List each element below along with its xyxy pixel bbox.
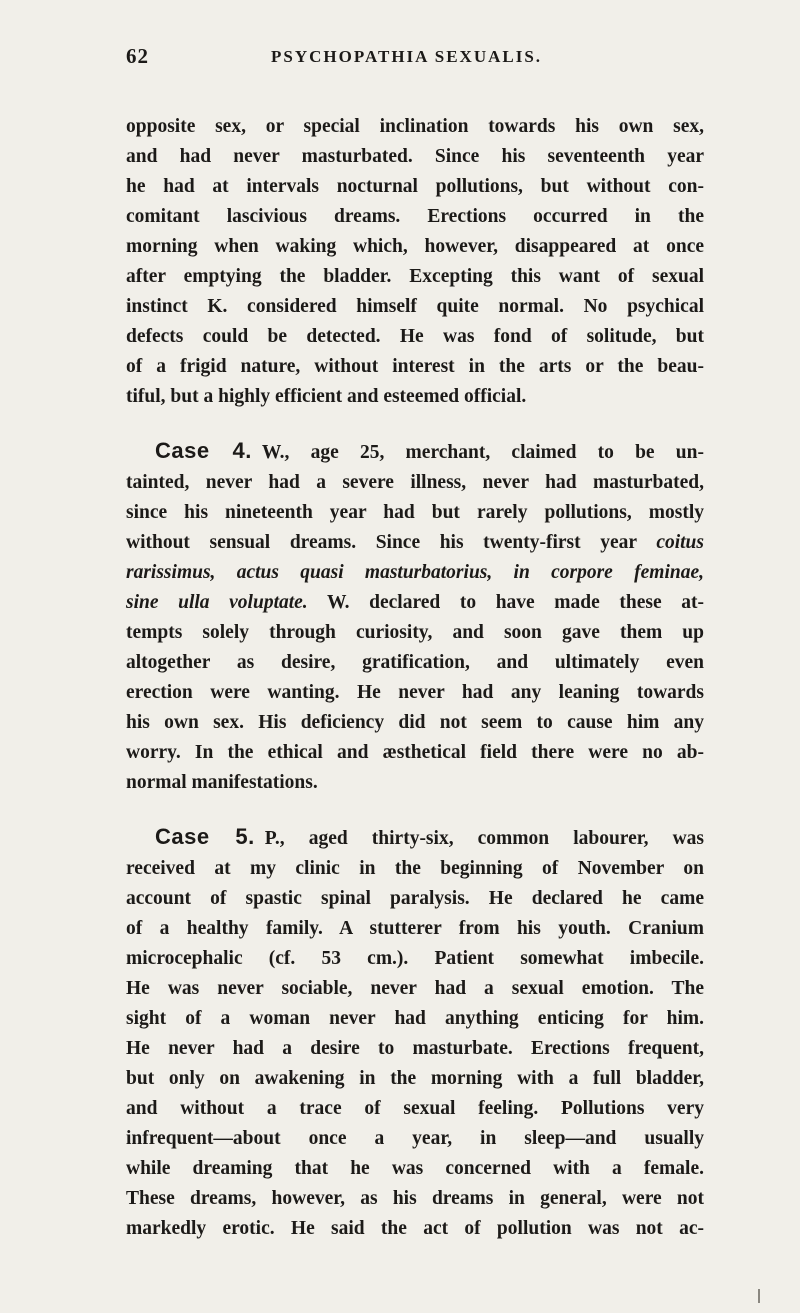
text-line: tiful, but a highly efficient and esteemed official. [126,386,527,407]
text-line [126,558,704,588]
case-5-paragraph [126,822,704,1244]
text-line: since his nineteenth year had but rarely pollutions, mostly [126,502,704,523]
text-line: He never had a desire to masturbate. Erections frequent, [126,1038,704,1059]
text-line [126,588,704,618]
text-line: received at my clinic in the beginning of November on [126,858,704,879]
text-line: altogether as desire, gratification, and ultimately even [126,652,704,673]
text-line: erection were wanting. He never had any leaning towards [126,682,704,703]
page-number: 62 [126,44,149,68]
text-line [126,822,704,854]
body-text [126,112,704,1244]
latin-phrase: rarissimus, actus quasi masturbatorius, in corpore feminae, [126,562,704,583]
text-line: These dreams, however, as his dreams in general, were not [126,1188,704,1209]
text-line: morning when waking which, however, disappeared at once [126,236,704,257]
latin-phrase: sine ulla voluptate. [126,592,308,613]
text-line: after emptying the bladder. Excepting this want of sexual [126,266,704,287]
text-line: comitant lascivious dreams. Erections occurred in the [126,206,704,227]
text-line: his own sex. His deficiency did not seem to cause him any [126,712,704,733]
text-line [126,528,704,558]
latin-phrase: coitus [656,532,704,553]
text-line: He was never sociable, never had a sexual emotion. The [126,978,704,999]
case-5-first-line: P., aged thirty-six, common labourer, was [264,828,704,849]
text-line: and without a trace of sexual feeling. Pollutions very [126,1098,704,1119]
running-header [126,44,706,72]
text-line: he had at intervals nocturnal pollutions, but without con- [126,176,704,197]
text-line [126,436,704,468]
text-line: infrequent—about once a year, in sleep—and usually [126,1128,704,1149]
text-line: defects could be detected. He was fond of solitude, but [126,326,704,347]
text-line: sight of a woman never had anything enticing for him. [126,1008,704,1029]
paragraph-continuation [126,112,704,412]
text-line: instinct K. considered himself quite normal. No psychical [126,296,704,317]
text-line: and had never masturbated. Since his seventeenth year [126,146,704,167]
latin-lead-text: without sensual dreams. Since his twenty-first year [126,532,657,553]
text-line: of a frigid nature, without interest in the arts or the beau- [126,356,704,377]
scan-artifact-mark [758,1289,760,1303]
text-line: normal manifestations. [126,772,318,793]
case-5-heading: Case 5. [155,824,255,849]
text-line: microcephalic (cf. 53 cm.). Patient somewhat imbecile. [126,948,704,969]
running-title: PSYCHOPATHIA SEXUALIS. [271,47,543,66]
text-line: of a healthy family. A stutterer from his youth. Cranium [126,918,704,939]
text-line: tainted, never had a severe illness, never had masturbated, [126,472,704,493]
text-line: account of spastic spinal paralysis. He declared he came [126,888,704,909]
latin-trail-text: W. declared to have made these at- [307,592,704,613]
text-line: tempts solely through curiosity, and soon gave them up [126,622,704,643]
case-4-paragraph [126,436,704,798]
text-line: while dreaming that he was concerned with a female. [126,1158,704,1179]
text-line: markedly erotic. He said the act of pollution was not ac- [126,1218,704,1239]
case-4-heading: Case 4. [155,438,252,463]
text-line: opposite sex, or special inclination towards his own sex, [126,116,704,137]
text-line: worry. In the ethical and æsthetical field there were no ab- [126,742,704,763]
case-4-first-line: W., age 25, merchant, claimed to be un- [261,442,704,463]
text-line: but only on awakening in the morning with a full bladder, [126,1068,704,1089]
